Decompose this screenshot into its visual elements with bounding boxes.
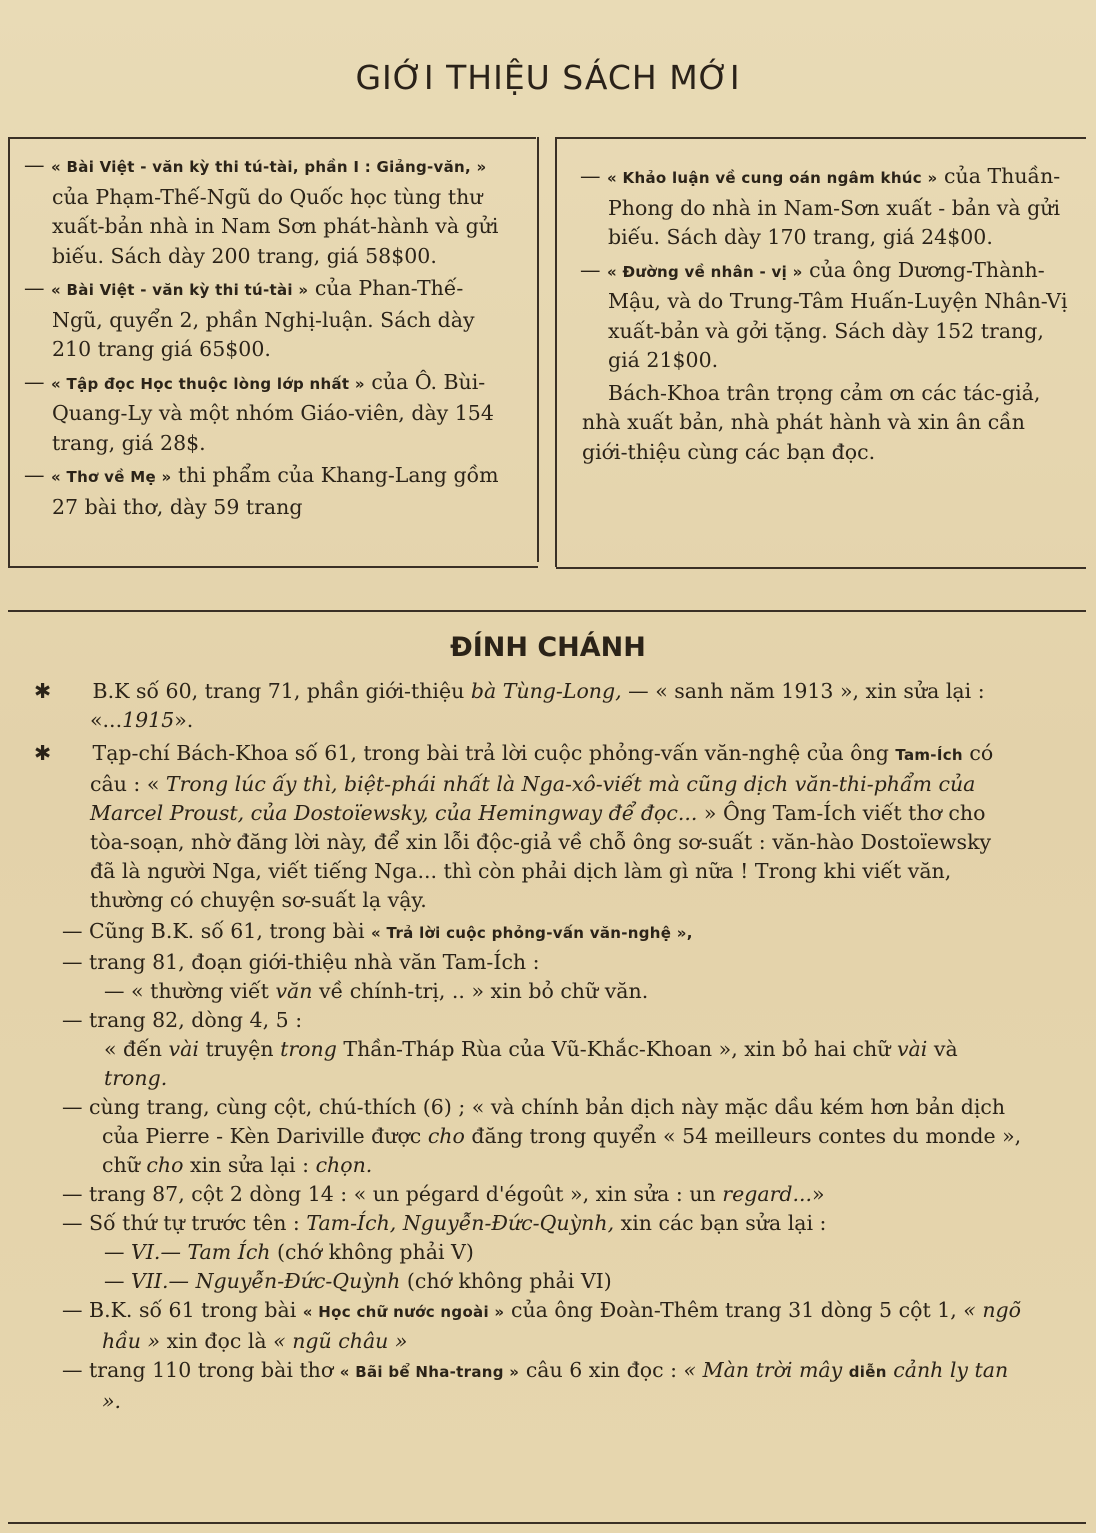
mid-rule-left (8, 566, 538, 568)
book-entry: — « Bài Việt - văn kỳ thi tú-tài » của Phan-Thế-Ngũ, quyển 2, phần Nghị-luận. Sách dày 210 trang giá 65$00. (24, 276, 475, 361)
book-title: « Đường về nhân - vị » (607, 262, 803, 281)
column-divider-b (555, 137, 557, 567)
book-entry: — « Thơ về Mẹ » thi phẩm của Khang-Lang gồm 27 bài thơ, dày 59 trang (24, 463, 499, 519)
errata-line: — Cũng B.K. số 61, trong bài « Trả lời cuộc phỏng-vấn văn-nghệ », (62, 919, 693, 943)
book-title: « Khảo luận về cung oán ngâm khúc » (607, 169, 938, 187)
errata-line: — trang 110 trong bài thơ « Bãi bể Nha-trang » câu 6 xin đọc : « Màn trời mây diễn cảnh ly tan ». (62, 1358, 1009, 1413)
book-entry: — « Bài Việt - văn kỳ thi tú-tài, phần I : Giảng-văn, » của Phạm-Thế-Ngũ do Quốc học tùng thư xuất-bản nhà in Nam Sơn phát-hành và gửi biếu. Sách dày 200 trang, giá 58$00. (24, 153, 499, 268)
book-title: « Bài Việt - văn kỳ thi tú-tài » (51, 281, 309, 299)
closing-note: Bách-Khoa trân trọng cảm ơn các tác-giả, nhà xuất bản, nhà phát hành và xin ân cần giới-thiệu cùng các bạn đọc. (582, 380, 1041, 464)
errata-line: — B.K. số 61 trong bài « Học chữ nước ngoài » của ông Đoàn-Thêm trang 31 dòng 5 cột 1, « ngõ hầu » xin đọc là « ngũ châu » (62, 1298, 1022, 1353)
errata-line: — trang 87, cột 2 dòng 14 : « un pégard d'égoût », xin sửa : un regard...» (62, 1182, 825, 1206)
books-right-column (580, 162, 1070, 470)
book-title: « Bài Việt - văn kỳ thi tú-tài, phần I : Giảng-văn, » (51, 158, 487, 176)
errata-body (34, 677, 1022, 1416)
star-icon: ✱ (34, 679, 52, 703)
errata-line: — VII.— Nguyễn-Đức-Quỳnh (chớ không phải VI) (104, 1269, 612, 1293)
books-left-column (24, 151, 514, 525)
errata-line: — Số thứ tự trước tên : Tam-Ích, Nguyễn-Đức-Quỳnh, xin các bạn sửa lại : (62, 1211, 827, 1235)
book-entry: — « Tập đọc Học thuộc lòng lớp nhất » của Ô. Bùi-Quang-Ly và một nhóm Giáo-viên, dày 154 trang, giá 28$. (24, 369, 494, 455)
bottom-rule (8, 1522, 1086, 1524)
errata-line: — trang 82, dòng 4, 5 : (62, 1008, 303, 1032)
book-title: « Tập đọc Học thuộc lòng lớp nhất » (51, 374, 365, 393)
errata-title: ĐÍNH CHÁNH (450, 632, 646, 663)
star-icon: ✱ (34, 741, 52, 765)
errata-item: ✱ Tạp-chí Bách-Khoa số 61, trong bài trả lời cuộc phỏng-vấn văn-nghệ của ông Tam-Ích có câu : « Trong lúc ấy thì, biệt-phái nhất là Nga-xô-viết mà cũng dịch văn-thi-phẩm của Marcel Proust, của Dostoïewsky, của Hemingway để đọc... » Ông Tam-Ích viết thơ cho tòa-soạn, nhờ đăng lời này, để xin lỗi độc-giả về chỗ ông sơ-suất : văn-hào Dostoïewsky đã là người Nga, viết tiếng Nga... thì còn phải dịch làm gì nữa ! Trong khi viết văn, thường có chuyện sơ-suất lạ vậy. (34, 741, 994, 912)
errata-line: — trang 81, đoạn giới-thiệu nhà văn Tam-Ích : (62, 950, 540, 974)
column-divider-a (537, 137, 539, 562)
book-entry: — « Đường về nhân - vị » của ông Dương-Thành-Mậu, và do Trung-Tâm Huấn-Luyện Nhân-Vị xuất-bản và gởi tặng. Sách dày 152 trang, giá 21$00. (580, 257, 1068, 372)
book-title: « Thơ về Mẹ » (51, 468, 172, 486)
errata-line: — VI.— Tam Ích (chớ không phải V) (104, 1240, 474, 1264)
book-entry: — « Khảo luận về cung oán ngâm khúc » của Thuần-Phong do nhà in Nam-Sơn xuất - bản và gửi biếu. Sách dày 170 trang, giá 24$00. (580, 164, 1061, 249)
errata-line: — cùng trang, cùng cột, chú-thích (6) ; « và chính bản dịch này mặc dầu kém hơn bản dịch của Pierre - Kèn Dariville được cho đăng trong quyển « 54 meilleurs contes du monde », chữ cho xin sửa lại : chọn. (62, 1095, 1022, 1177)
page-title: GIỚI THIỆU SÁCH MỚI (355, 58, 741, 97)
mid-rule-right (556, 567, 1086, 569)
left-border (8, 137, 10, 567)
top-rule-right (556, 137, 1086, 139)
errata-line: « đến vài truyện trong Thần-Tháp Rùa của Vũ-Khắc-Khoan », xin bỏ hai chữ vài và trong. (104, 1037, 958, 1090)
top-rule-left (8, 137, 536, 139)
errata-line: — « thường viết văn về chính-trị, .. » xin bỏ chữ văn. (104, 979, 649, 1003)
section-rule (8, 610, 1086, 612)
errata-item: ✱ B.K số 60, trang 71, phần giới-thiệu bà Tùng-Long, — « sanh năm 1913 », xin sửa lại : «...1915». (34, 679, 985, 732)
